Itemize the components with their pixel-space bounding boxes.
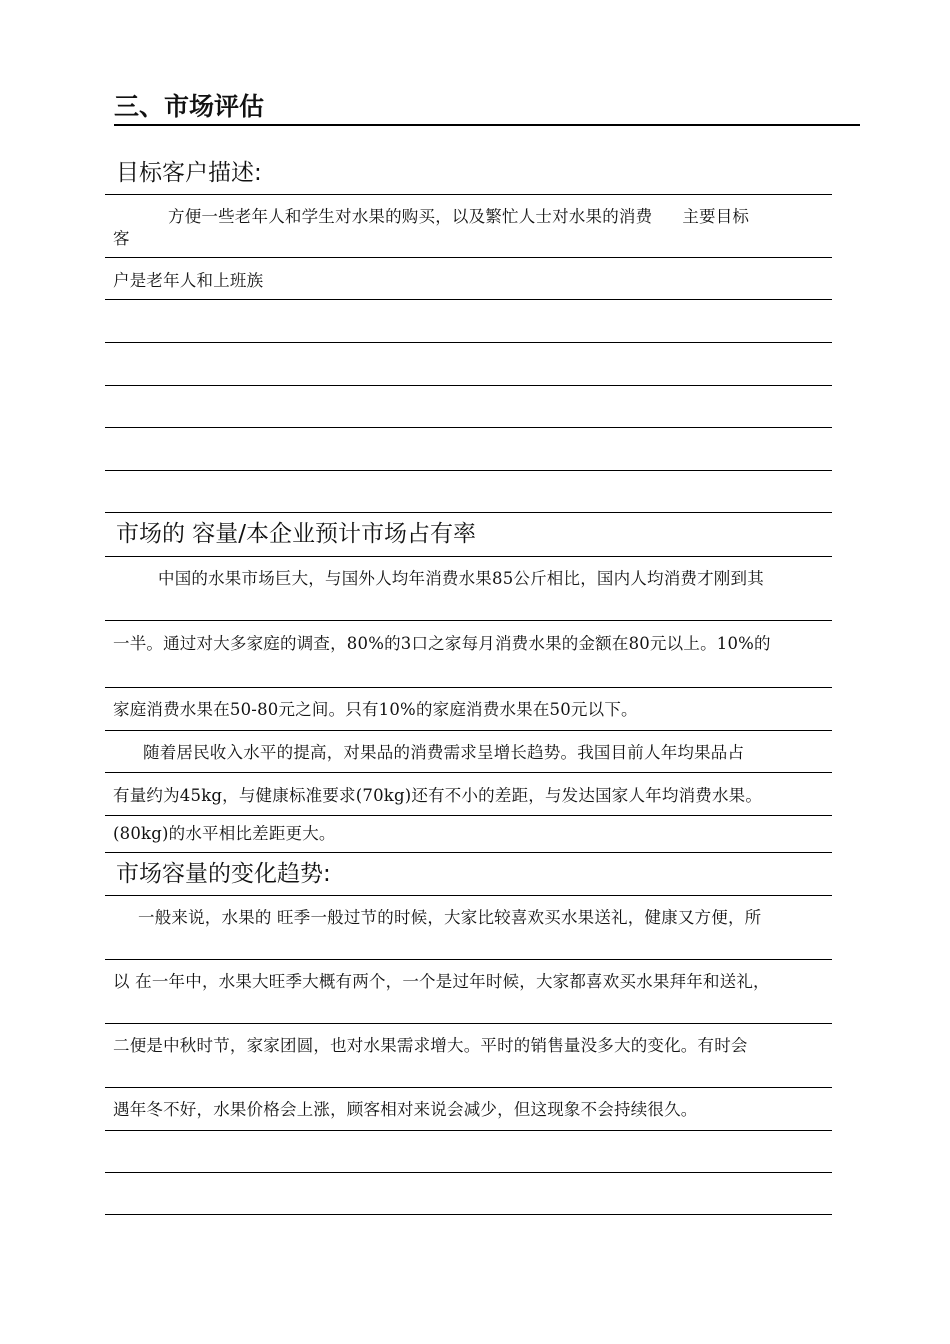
- rule-line: [105, 385, 832, 386]
- rule-line: [105, 427, 832, 428]
- rule-line: [105, 895, 832, 896]
- target-customer-line-1: [113, 206, 828, 250]
- market-capacity-line-4: 随着居民收入水平的提高，对果品的消费需求呈增长趋势。我国目前人年均果品占: [143, 743, 745, 762]
- market-trend-line-3: 二便是中秋时节，家家团圆，也对水果需求增大。平时的销售量没多大的变化。有时会: [113, 1036, 748, 1055]
- rule-line: [105, 1130, 832, 1131]
- target-customer-line-2: 户是老年人和上班族: [113, 271, 264, 290]
- rule-line: [105, 342, 832, 343]
- rule-line: [105, 620, 832, 621]
- page-title: 三、市场评估: [114, 90, 860, 126]
- market-trend-heading: 市场容量的变化趋势:: [116, 861, 331, 887]
- rule-line: [105, 959, 832, 960]
- market-capacity-line-3: 家庭消费水果在50-80元之间。只有10%的家庭消费水果在50元以下。: [113, 700, 638, 719]
- rule-line: [105, 687, 832, 688]
- rule-line: [105, 730, 832, 731]
- rule-line: [105, 556, 832, 557]
- rule-line: [105, 1214, 832, 1215]
- market-capacity-line-2: 一半。通过对大多家庭的调查，80%的3口之家每月消费水果的金额在80元以上。10%的: [113, 634, 771, 653]
- market-trend-line-4: 遇年冬不好，水果价格会上涨，顾客相对来说会减少，但这现象不会持续很久。: [113, 1100, 698, 1119]
- text-segment: 主要目标: [682, 207, 750, 226]
- rule-line: [105, 512, 832, 513]
- rule-line: [105, 257, 832, 258]
- rule-line: [105, 815, 832, 816]
- rule-line: [105, 299, 832, 300]
- text-segment: 方便一些老年人和学生对水果的购买，以及繁忙人士对水果的消费: [168, 207, 653, 226]
- market-trend-line-1: 一般来说，水果的 旺季一般过节的时候，大家比较喜欢买水果送礼，健康又方便，所: [138, 908, 762, 927]
- market-capacity-line-6: (80kg)的水平相比差距更大。: [113, 824, 336, 843]
- text-segment: 客: [113, 229, 130, 248]
- rule-line: [105, 1023, 832, 1024]
- rule-line: [105, 852, 832, 853]
- rule-line: [105, 470, 832, 471]
- rule-line: [105, 772, 832, 773]
- market-trend-line-2: 以 在一年中，水果大旺季大概有两个，一个是过年时候，大家都喜欢买水果拜年和送礼，: [113, 972, 770, 991]
- market-capacity-line-5: 有量约为45kg，与健康标准要求(70kg)还有不小的差距，与发达国家人年均消费水果。: [113, 786, 763, 805]
- market-capacity-heading: 市场的 容量/本企业预计市场占有率: [116, 521, 477, 547]
- rule-line: [105, 194, 832, 195]
- target-customer-heading: 目标客户描述:: [116, 160, 262, 186]
- rule-line: [105, 1172, 832, 1173]
- market-capacity-line-1: 中国的水果市场巨大，与国外人均年消费水果85公斤相比，国内人均消费才刚到其: [158, 569, 764, 588]
- rule-line: [105, 1087, 832, 1088]
